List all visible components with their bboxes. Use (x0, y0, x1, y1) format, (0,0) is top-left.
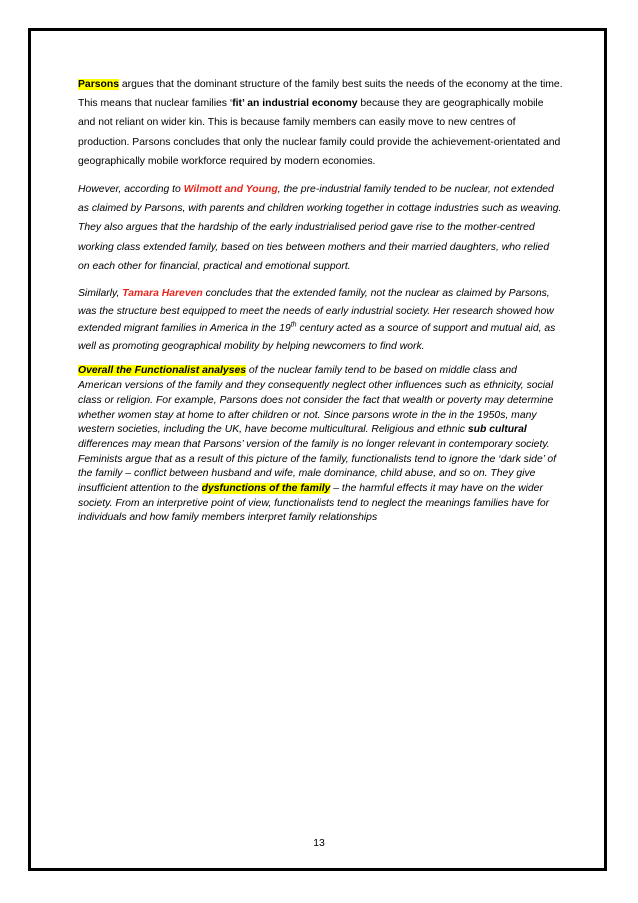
red-name-wilmott-young: Wilmott and Young (183, 184, 278, 196)
text-run: concludes that the extended family, not the nuclear as claimed by Parsons, was the structure best equipped to meet the needs of early industrial society. Her research showed how extended migrant families in America in the 19 (78, 288, 554, 335)
red-name-hareven: Tamara Hareven (122, 288, 203, 300)
text-run: of the nuclear family tend to be based on middle class and American versions of the family and they consequently neglect other influences such as ethnicity, social class or religion. For example, Parsons does not consider the fact that wealth or poverty may determine whether women stay at home to after children or not. Since parsons wrote in the in the 1950s, many western societies, including the UK, have become multicultural. Religious and ethnic (78, 365, 554, 436)
bold-phrase: fit’ an industrial economy (232, 98, 358, 110)
highlight-functionalist: Overall the Functionalist analyses (78, 365, 247, 377)
document-body (78, 75, 563, 526)
text-run: Similarly, (78, 288, 123, 300)
highlight-dysfunctions: dysfunctions of the family (201, 483, 331, 495)
paragraph-evaluation (78, 364, 563, 526)
paragraph-hareven (78, 285, 563, 355)
page-number: 13 (313, 838, 325, 849)
superscript: th (290, 321, 297, 329)
highlight-parsons: Parsons (78, 79, 120, 90)
text-run: , the pre-industrial family tended to be nuclear, not extended as claimed by Parsons, with parents and children working together in cottage industries such as weaving. They also argues that the hardship of the early industrialised period gave rise to the mother-centred working class extended family, based on ties between mothers and their married daughters, who relied on each other for financial, practical and emotional support. (78, 184, 562, 272)
paragraph-wilmott-young (78, 180, 563, 276)
text-run: argues that the dominant structure of the family best suits the needs of the economy at the time. This means that nuclear families ‘ (78, 79, 563, 110)
bold-phrase: sub cultural (467, 424, 527, 436)
text-run: because they are geographically mobile and not reliant on wider kin. This is because family members can easily move to new centres of production. Parsons concludes that only the nuclear family could provide the achievement-orientated and geographically mobile workforce required by modern economies. (78, 98, 561, 167)
paragraph-parsons (78, 75, 563, 171)
text-run: However, according to (78, 184, 184, 196)
text-run: differences may mean that Parsons’ version of the family is no longer relevant in contemporary society. Feminists argue that as a result of this picture of the family, functionalists tend to ignore the ‘dark side’ of the family – conflict between husband and wife, male dominance, child abuse, and so on. They give insufficient attention to the (78, 438, 557, 495)
text-run: century acted as a source of support and mutual aid, as well as promoting geographical mobility by helping newcomers to find work. (78, 323, 556, 352)
text-run: – the harmful effects it may have on the wider society. From an interpretive point of view, functionalists tend to neglect the meanings families have for individuals and how family members interpret family relationships (78, 483, 550, 524)
